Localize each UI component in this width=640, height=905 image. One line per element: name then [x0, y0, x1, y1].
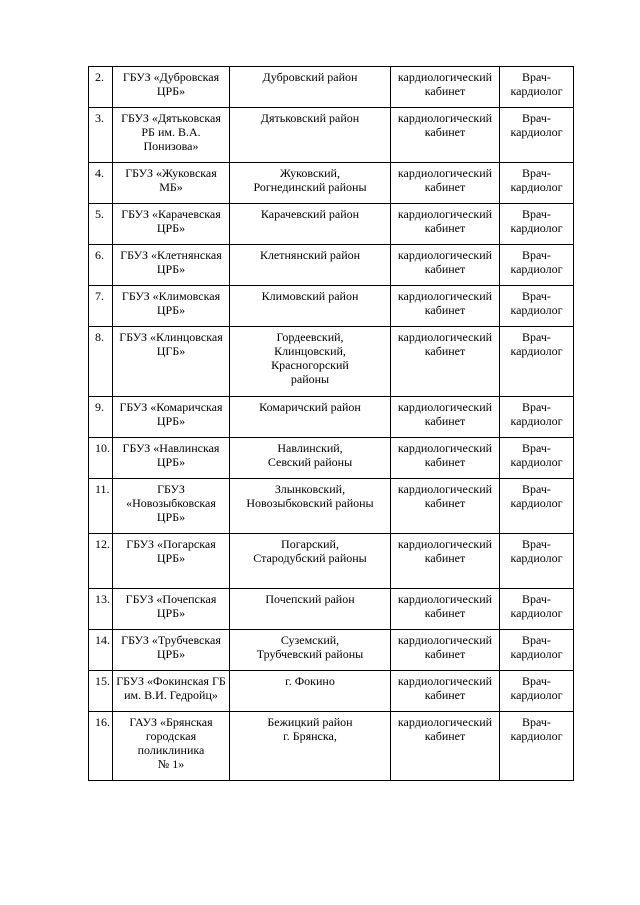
unit-type: кардиологический кабинет [391, 712, 500, 781]
institution-name: ГБУЗ «Климовская ЦРБ» [113, 286, 230, 327]
service-area: г. Фокино [230, 671, 391, 712]
unit-type: кардиологический кабинет [391, 245, 500, 286]
row-number: 3. [89, 108, 113, 163]
row-number: 7. [89, 286, 113, 327]
row-number: 6. [89, 245, 113, 286]
service-area: Погарский, Стародубский районы [230, 534, 391, 589]
specialist: Врач- кардиолог [500, 327, 574, 397]
service-area: Климовский район [230, 286, 391, 327]
table-row [89, 327, 574, 397]
institution-name: ГБУЗ «Новозыбковская ЦРБ» [113, 479, 230, 534]
specialist: Врач- кардиолог [500, 534, 574, 589]
institution-name: ГБУЗ «Навлинская ЦРБ» [113, 438, 230, 479]
table-row [89, 286, 574, 327]
institution-name: ГБУЗ «Погарская ЦРБ» [113, 534, 230, 589]
table-row [89, 671, 574, 712]
specialist: Врач- кардиолог [500, 286, 574, 327]
service-area: Злынковский, Новозыбковский районы [230, 479, 391, 534]
table-row [89, 630, 574, 671]
table-row [89, 67, 574, 108]
institution-name: ГБУЗ «Клетнянская ЦРБ» [113, 245, 230, 286]
institution-name: ГБУЗ «Комаричская ЦРБ» [113, 397, 230, 438]
institution-name: ГБУЗ «Трубчевская ЦРБ» [113, 630, 230, 671]
specialist: Врач- кардиолог [500, 589, 574, 630]
institution-name: ГБУЗ «Дубровская ЦРБ» [113, 67, 230, 108]
specialist: Врач- кардиолог [500, 108, 574, 163]
institution-name: ГБУЗ «Фокинская ГБ им. В.И. Гедройц» [113, 671, 230, 712]
institution-name: ГБУЗ «Дятьковская РБ им. В.А. Понизова» [113, 108, 230, 163]
service-area: Дятьковский район [230, 108, 391, 163]
service-area: Комаричский район [230, 397, 391, 438]
specialist: Врач- кардиолог [500, 671, 574, 712]
service-area: Суземский, Трубчевский районы [230, 630, 391, 671]
unit-type: кардиологический кабинет [391, 67, 500, 108]
table-row [89, 245, 574, 286]
unit-type: кардиологический кабинет [391, 397, 500, 438]
unit-type: кардиологический кабинет [391, 671, 500, 712]
unit-type: кардиологический кабинет [391, 534, 500, 589]
table-row [89, 108, 574, 163]
row-number: 8. [89, 327, 113, 397]
unit-type: кардиологический кабинет [391, 163, 500, 204]
table-row [89, 397, 574, 438]
row-number: 10. [89, 438, 113, 479]
row-number: 5. [89, 204, 113, 245]
unit-type: кардиологический кабинет [391, 438, 500, 479]
specialist: Врач- кардиолог [500, 245, 574, 286]
specialist: Врач- кардиолог [500, 397, 574, 438]
institution-name: ГАУЗ «Брянская городская поликлиника № 1» [113, 712, 230, 781]
service-area: Карачевский район [230, 204, 391, 245]
institution-name: ГБУЗ «Жуковская МБ» [113, 163, 230, 204]
table-row [89, 204, 574, 245]
row-number: 2. [89, 67, 113, 108]
table-row [89, 163, 574, 204]
institution-name: ГБУЗ «Карачевская ЦРБ» [113, 204, 230, 245]
specialist: Врач- кардиолог [500, 630, 574, 671]
specialist: Врач- кардиолог [500, 712, 574, 781]
specialist: Врач- кардиолог [500, 479, 574, 534]
unit-type: кардиологический кабинет [391, 589, 500, 630]
unit-type: кардиологический кабинет [391, 630, 500, 671]
row-number: 15. [89, 671, 113, 712]
specialist: Врач- кардиолог [500, 204, 574, 245]
cardiology-offices-table [88, 66, 574, 781]
row-number: 12. [89, 534, 113, 589]
institution-name: ГБУЗ «Клинцовская ЦГБ» [113, 327, 230, 397]
service-area: Дубровский район [230, 67, 391, 108]
row-number: 4. [89, 163, 113, 204]
specialist: Врач- кардиолог [500, 438, 574, 479]
specialist: Врач- кардиолог [500, 163, 574, 204]
specialist: Врач- кардиолог [500, 67, 574, 108]
table-row [89, 438, 574, 479]
row-number: 13. [89, 589, 113, 630]
service-area: Жуковский, Рогнединский районы [230, 163, 391, 204]
service-area: Почепский район [230, 589, 391, 630]
institution-name: ГБУЗ «Почепская ЦРБ» [113, 589, 230, 630]
table-row [89, 712, 574, 781]
service-area: Клетнянский район [230, 245, 391, 286]
row-number: 14. [89, 630, 113, 671]
table-row [89, 589, 574, 630]
service-area: Гордеевский, Клинцовский, Красногорский районы [230, 327, 391, 397]
row-number: 11. [89, 479, 113, 534]
table-row [89, 479, 574, 534]
unit-type: кардиологический кабинет [391, 327, 500, 397]
unit-type: кардиологический кабинет [391, 286, 500, 327]
table-row [89, 534, 574, 589]
unit-type: кардиологический кабинет [391, 108, 500, 163]
service-area: Бежицкий район г. Брянска, [230, 712, 391, 781]
row-number: 16. [89, 712, 113, 781]
row-number: 9. [89, 397, 113, 438]
service-area: Навлинский, Севский районы [230, 438, 391, 479]
unit-type: кардиологический кабинет [391, 479, 500, 534]
unit-type: кардиологический кабинет [391, 204, 500, 245]
